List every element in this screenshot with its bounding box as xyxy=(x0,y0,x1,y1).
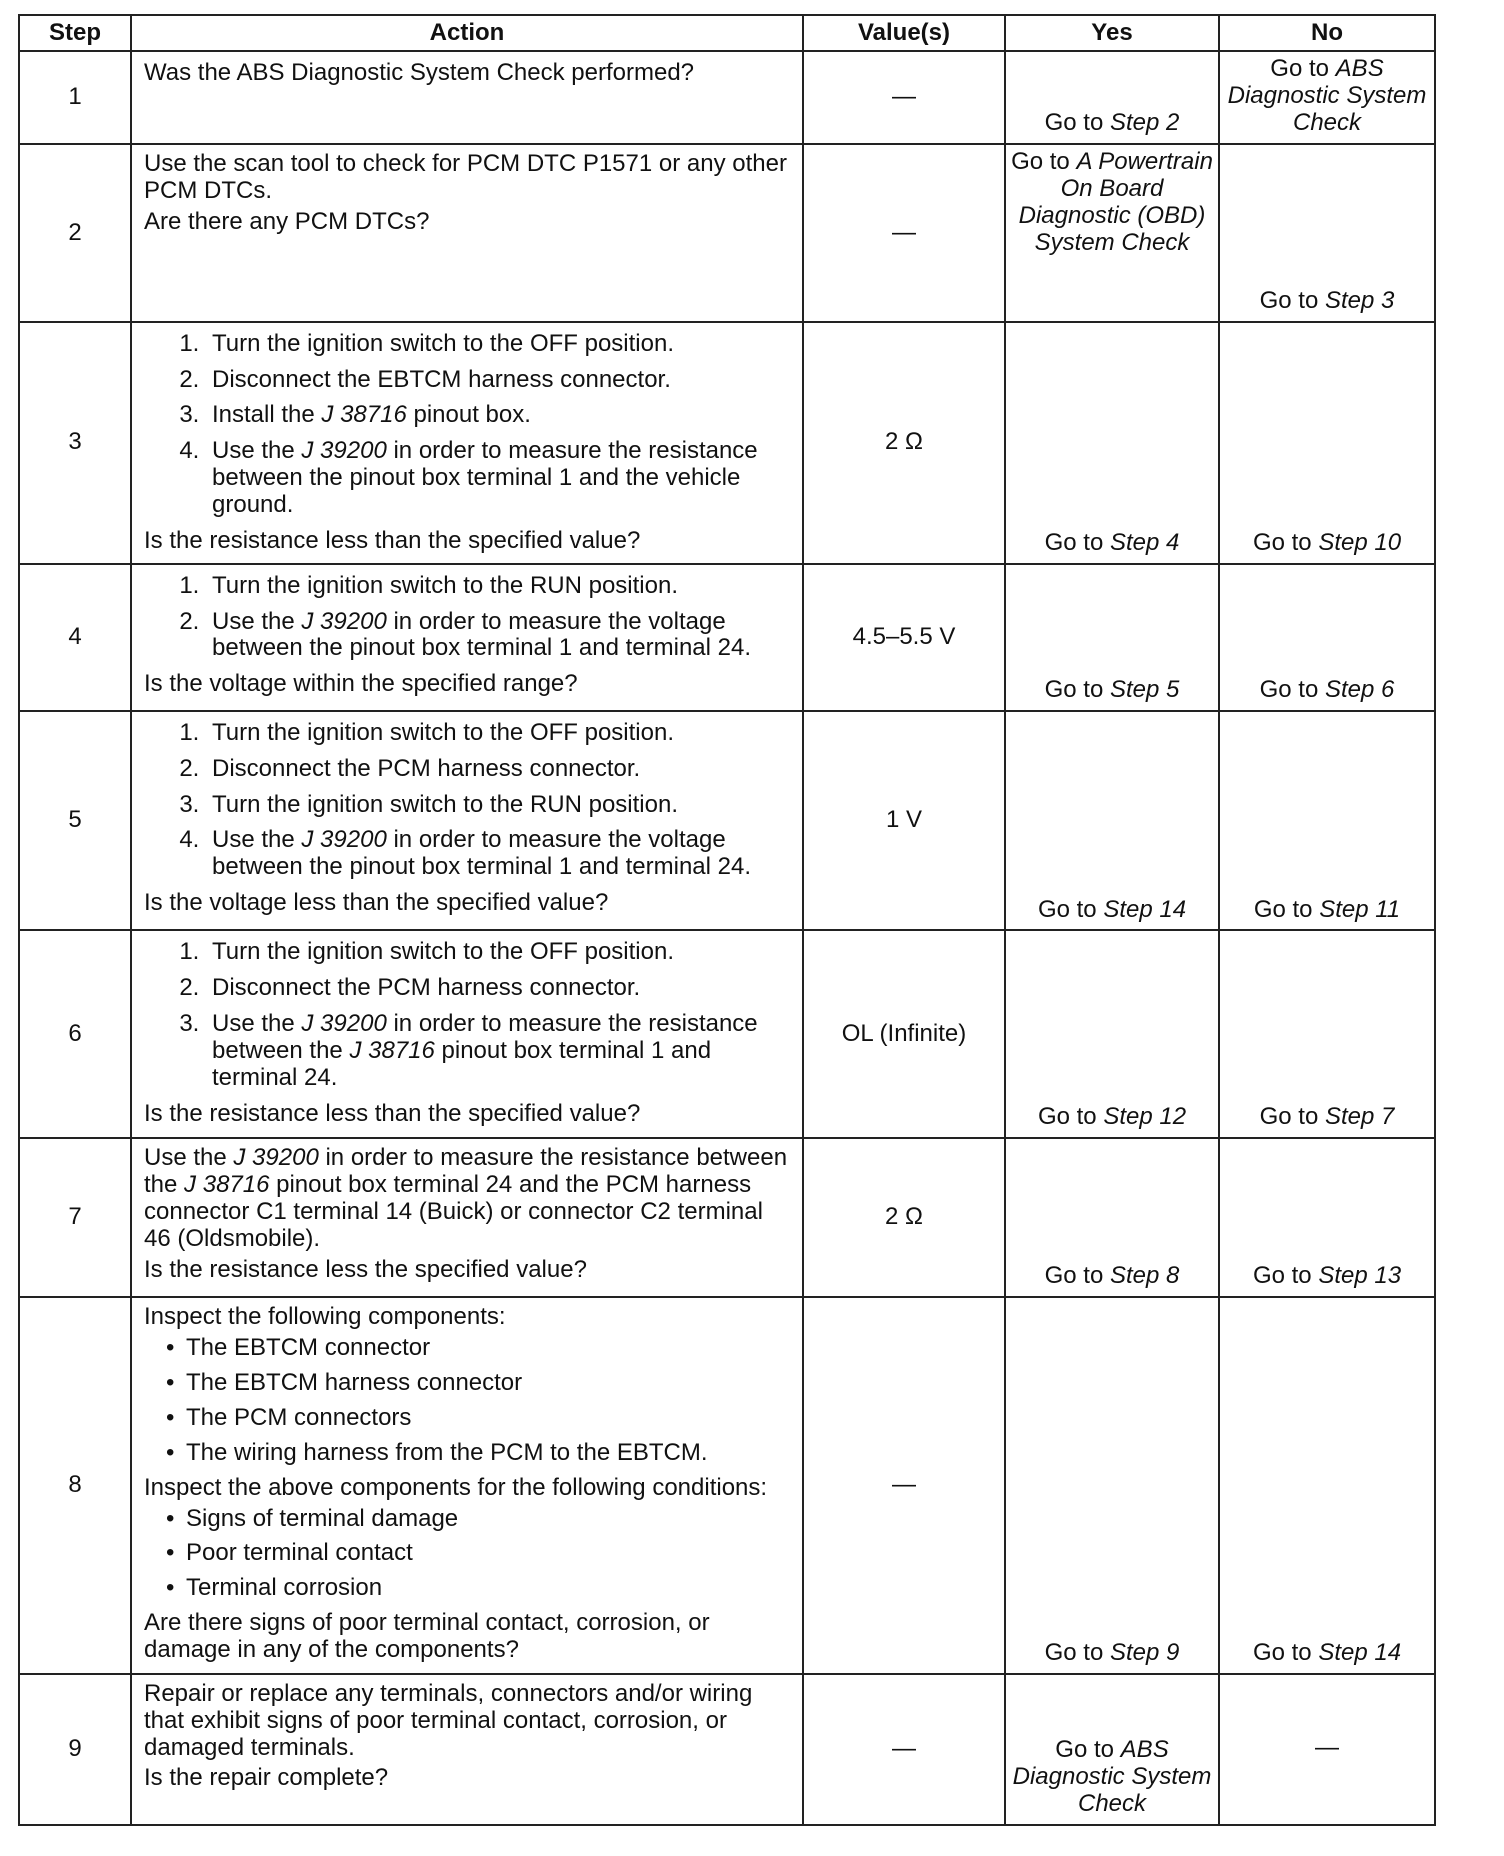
action-intro: Repair or replace any terminals, connectors and/or wiring that exhibit signs of poor terminal contact, corrosion, or damaged terminals. xyxy=(144,1679,753,1761)
tool-ref: J 38716 xyxy=(321,401,407,429)
no-cell xyxy=(1219,144,1435,321)
value-cell: — xyxy=(803,1674,1005,1825)
no-cell xyxy=(1219,322,1435,564)
list-item: • Terminal corrosion xyxy=(186,1575,792,1602)
no-cell xyxy=(1219,564,1435,711)
yes-cell xyxy=(1005,144,1219,321)
value-cell: — xyxy=(803,1297,1005,1674)
yes-target: Step 8 xyxy=(1109,1262,1180,1290)
step-number: 6 xyxy=(19,930,131,1138)
header-step: Step xyxy=(19,15,131,51)
action-cell xyxy=(131,144,803,321)
action-cell xyxy=(131,1138,803,1297)
list-item: • Poor terminal contact xyxy=(186,1540,792,1567)
goto-label: Go to xyxy=(1044,675,1104,703)
tool-ref: J 39200 xyxy=(301,1010,387,1038)
yes-cell xyxy=(1005,51,1219,144)
yes-target: ABS Diagnostic System Check xyxy=(1012,1736,1212,1818)
yes-target: A Powertrain On Board Diagnostic (OBD) System Check xyxy=(1018,148,1213,256)
action-question: Is the resistance less the specified value? xyxy=(144,1255,587,1283)
goto-label: Go to xyxy=(1044,1262,1104,1290)
action-question: Is the resistance less than the specified value? xyxy=(144,1099,641,1127)
list-item: 3. Turn the ignition switch to the RUN position. xyxy=(206,792,792,819)
yes-target: Step 9 xyxy=(1109,1638,1180,1666)
action-question: Are there any PCM DTCs? xyxy=(144,208,430,236)
no-cell: — xyxy=(1219,1674,1435,1825)
value-cell: 2 Ω xyxy=(803,322,1005,564)
goto-label: Go to xyxy=(1259,286,1319,314)
list-item: • The EBTCM harness connector xyxy=(186,1370,792,1397)
goto-label: Go to xyxy=(1252,528,1312,556)
list-item: 1. Turn the ignition switch to the OFF position. xyxy=(206,331,792,358)
tool-ref: J 38716 xyxy=(349,1037,435,1065)
table-row xyxy=(19,930,1435,1138)
action-question: Is the resistance less than the specified value? xyxy=(144,526,641,554)
list-item: 3. Install the J 38716 pinout box. xyxy=(206,402,792,429)
action-question: Are there signs of poor terminal contact, corrosion, or damage in any of the components? xyxy=(144,1609,710,1664)
goto-label: Go to xyxy=(1259,675,1319,703)
action-question: Is the voltage within the specified range? xyxy=(144,670,578,698)
tool-ref: J 39200 xyxy=(301,826,387,854)
no-target: ABS Diagnostic System Check xyxy=(1227,55,1427,136)
header-yes: Yes xyxy=(1005,15,1219,51)
action-steps xyxy=(144,720,792,881)
list-item: 4. Use the J 39200 in order to measure the voltage between the pinout box terminal 1 and terminal 24. xyxy=(206,827,792,881)
diagnostic-table xyxy=(18,14,1436,1826)
list-item: 1. Turn the ignition switch to the OFF position. xyxy=(206,720,792,747)
no-target: Step 6 xyxy=(1324,675,1395,703)
step-number: 7 xyxy=(19,1138,131,1297)
table-row xyxy=(19,1297,1435,1674)
action-steps xyxy=(144,939,792,1091)
value-cell: — xyxy=(803,144,1005,321)
action-steps xyxy=(144,573,792,663)
action-cell xyxy=(131,51,803,144)
table-row xyxy=(19,144,1435,321)
list-item: • The PCM connectors xyxy=(186,1405,792,1432)
step-number: 4 xyxy=(19,564,131,711)
list-item: 2. Use the J 39200 in order to measure the voltage between the pinout box terminal 1 and terminal 24. xyxy=(206,609,792,663)
value-cell: 1 V xyxy=(803,711,1005,931)
value-cell: 4.5–5.5 V xyxy=(803,564,1005,711)
list-item: 2. Disconnect the EBTCM harness connector. xyxy=(206,367,792,394)
list-item: • The EBTCM connector xyxy=(186,1335,792,1362)
goto-label: Go to xyxy=(1044,1638,1104,1666)
no-target: Step 7 xyxy=(1324,1103,1395,1131)
action-cell xyxy=(131,930,803,1138)
goto-label: Go to xyxy=(1044,109,1104,137)
step-number: 8 xyxy=(19,1297,131,1674)
goto-label: Go to xyxy=(1055,1736,1114,1764)
step-number: 5 xyxy=(19,711,131,931)
yes-target: Step 5 xyxy=(1109,675,1180,703)
yes-cell xyxy=(1005,711,1219,931)
table-row xyxy=(19,51,1435,144)
yes-target: Step 14 xyxy=(1103,895,1187,923)
action-cell xyxy=(131,1674,803,1825)
list-item: 1. Turn the ignition switch to the RUN position. xyxy=(206,573,792,600)
action-cell xyxy=(131,564,803,711)
value-cell: OL (Infinite) xyxy=(803,930,1005,1138)
goto-label: Go to xyxy=(1011,148,1070,176)
no-target: Step 3 xyxy=(1324,286,1395,314)
action-intro: Inspect the above components for the following conditions: xyxy=(144,1473,768,1501)
condition-list xyxy=(144,1506,792,1603)
yes-target: Step 12 xyxy=(1103,1103,1187,1131)
header-no: No xyxy=(1219,15,1435,51)
goto-label: Go to xyxy=(1270,55,1329,82)
list-item: 2. Disconnect the PCM harness connector. xyxy=(206,756,792,783)
action-intro: Use the scan tool to check for PCM DTC P1571 or any other PCM DTCs. xyxy=(144,150,787,205)
no-target: Step 14 xyxy=(1318,1638,1402,1666)
value-cell: 2 Ω xyxy=(803,1138,1005,1297)
action-intro: Use the J 39200 in order to measure the resistance between the J 38716 pinout box terminal 24 and the PCM harness connector C1 terminal 14 (Buick) or connector C2 terminal 46 (Oldsmobile). xyxy=(144,1144,788,1252)
header-action: Action xyxy=(131,15,803,51)
action-intro: Inspect the following components: xyxy=(144,1303,506,1331)
yes-cell xyxy=(1005,322,1219,564)
no-cell xyxy=(1219,930,1435,1138)
tool-ref: J 39200 xyxy=(233,1144,319,1172)
yes-target: Step 4 xyxy=(1109,528,1180,556)
value-cell: — xyxy=(803,51,1005,144)
yes-cell xyxy=(1005,564,1219,711)
no-cell xyxy=(1219,711,1435,931)
no-cell xyxy=(1219,1138,1435,1297)
step-number: 1 xyxy=(19,51,131,144)
step-number: 3 xyxy=(19,322,131,564)
action-steps xyxy=(144,331,792,519)
no-cell xyxy=(1219,1297,1435,1674)
table-row xyxy=(19,1138,1435,1297)
yes-cell xyxy=(1005,1297,1219,1674)
tool-ref: J 39200 xyxy=(301,437,387,465)
table-row xyxy=(19,322,1435,564)
goto-label: Go to xyxy=(1253,895,1313,923)
no-target: Step 10 xyxy=(1318,528,1402,556)
yes-cell xyxy=(1005,1674,1219,1825)
no-target: Step 13 xyxy=(1318,1262,1402,1290)
list-item: 1. Turn the ignition switch to the OFF position. xyxy=(206,939,792,966)
goto-label: Go to xyxy=(1037,895,1097,923)
goto-label: Go to xyxy=(1252,1638,1312,1666)
step-number: 2 xyxy=(19,144,131,321)
action-cell xyxy=(131,1297,803,1674)
list-item: 3. Use the J 39200 in order to measure the resistance between the J 38716 pinout box terminal 1 and terminal 24. xyxy=(206,1011,792,1092)
step-number: 9 xyxy=(19,1674,131,1825)
table-row xyxy=(19,711,1435,931)
header-values: Value(s) xyxy=(803,15,1005,51)
tool-ref: J 39200 xyxy=(301,607,387,635)
goto-label: Go to xyxy=(1037,1103,1097,1131)
list-item: 2. Disconnect the PCM harness connector. xyxy=(206,975,792,1002)
no-target: Step 11 xyxy=(1319,895,1401,923)
component-list xyxy=(144,1335,792,1467)
yes-cell xyxy=(1005,930,1219,1138)
no-cell xyxy=(1219,51,1435,144)
yes-cell xyxy=(1005,1138,1219,1297)
table-row xyxy=(19,564,1435,711)
list-item: • Signs of terminal damage xyxy=(186,1506,792,1533)
list-item: 4. Use the J 39200 in order to measure the resistance between the pinout box terminal 1 and the vehicle ground. xyxy=(206,438,792,519)
goto-label: Go to xyxy=(1044,528,1104,556)
yes-target: Step 2 xyxy=(1109,109,1180,137)
header-row xyxy=(19,15,1435,51)
action-question: Was the ABS Diagnostic System Check performed? xyxy=(144,59,695,86)
action-question: Is the repair complete? xyxy=(144,1764,389,1792)
list-item: • The wiring harness from the PCM to the EBTCM. xyxy=(186,1440,792,1467)
goto-label: Go to xyxy=(1252,1262,1312,1290)
goto-label: Go to xyxy=(1259,1103,1319,1131)
action-cell xyxy=(131,711,803,931)
action-question: Is the voltage less than the specified value? xyxy=(144,889,609,917)
table-row xyxy=(19,1674,1435,1825)
action-cell xyxy=(131,322,803,564)
tool-ref: J 38716 xyxy=(184,1170,270,1198)
